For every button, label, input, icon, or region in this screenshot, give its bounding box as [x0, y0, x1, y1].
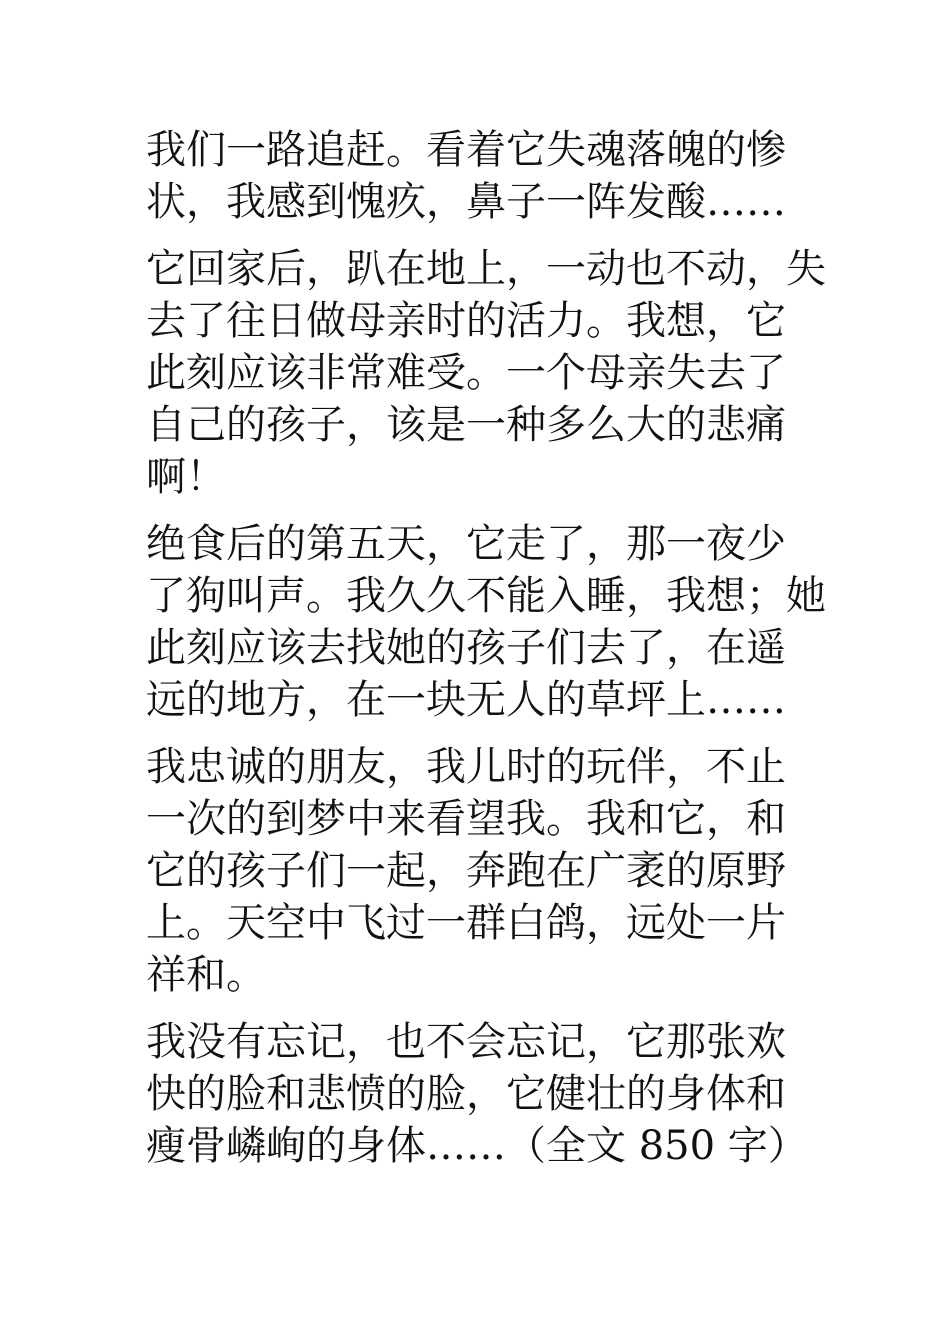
text-line: 自己的孩子，该是一种多么大的悲痛 — [146, 402, 786, 448]
text-line: 远的地方，在一块无人的草坪上…… — [146, 677, 786, 723]
text-line: 它回家后，趴在地上，一动也不动，失 — [146, 246, 826, 292]
paragraph-1 — [146, 124, 814, 228]
text-line: 了狗叫声。我久久不能入睡，我想；她 — [146, 573, 826, 619]
text-line: 此刻应该非常难受。一个母亲失去了 — [146, 350, 786, 396]
text-line: 一次的到梦中来看望我。我和它，和 — [146, 796, 786, 842]
text-line: 祥和。 — [146, 952, 266, 998]
text-line: 快的脸和悲愤的脸，它健壮的身体和 — [146, 1071, 786, 1117]
document-body — [146, 124, 826, 1187]
text-line: 我忠诚的朋友，我儿时的玩伴，不止 — [146, 744, 786, 790]
text-line: 它的孩子们一起，奔跑在广袤的原野 — [146, 848, 786, 894]
paragraph-2 — [146, 243, 826, 503]
paragraph-5 — [146, 1016, 814, 1172]
text-line: 状，我感到愧疚，鼻子一阵发酸…… — [146, 179, 786, 225]
paragraph-3 — [146, 518, 826, 726]
text-line: 此刻应该去找她的孩子们去了，在遥 — [146, 625, 786, 671]
paragraph-4 — [146, 741, 814, 1001]
text-line: 绝食后的第五天，它走了，那一夜少 — [146, 521, 786, 567]
text-line: 我没有忘记，也不会忘记，它那张欢 — [146, 1019, 786, 1065]
text-line: 去了往日做母亲时的活力。我想，它 — [146, 298, 786, 344]
text-line: 上。天空中飞过一群白鸽，远处一片 — [146, 900, 786, 946]
text-line: 啊！ — [146, 454, 226, 500]
text-line: 瘦骨嶙峋的身体……（全文 850 字） — [146, 1123, 808, 1169]
text-line: 我们一路追赶。看着它失魂落魄的惨 — [146, 127, 786, 173]
